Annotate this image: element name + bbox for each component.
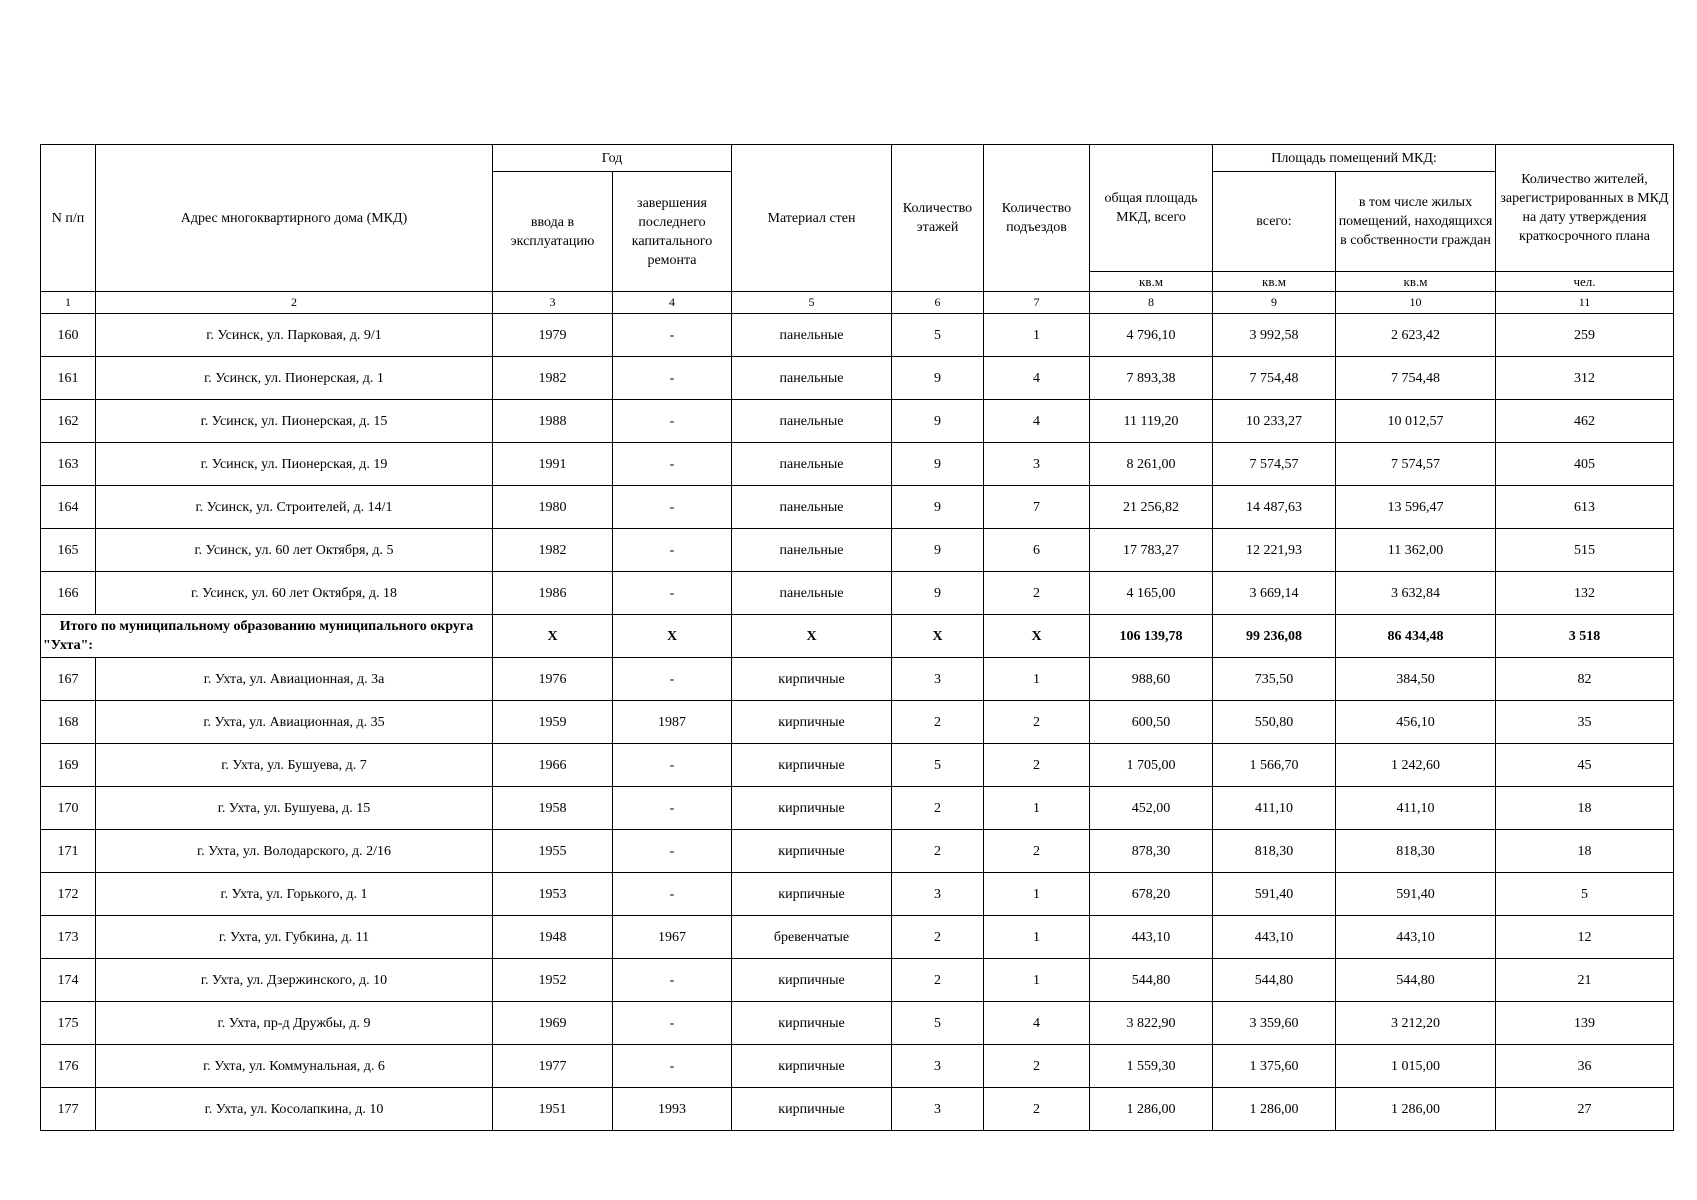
table-cell: 139	[1496, 1002, 1674, 1045]
table-cell: 174	[41, 959, 96, 1002]
table-cell: 18	[1496, 787, 1674, 830]
table-cell: -	[613, 658, 732, 701]
table-cell: кирпичные	[732, 830, 892, 873]
table-row	[41, 830, 1674, 873]
header-year-repair: завершения последнего капитального ремонта	[613, 172, 732, 292]
address-cell: г. Ухта, ул. Бушуева, д. 7	[96, 744, 493, 787]
table-cell: 21	[1496, 959, 1674, 1002]
column-number: 7	[984, 292, 1090, 314]
table-cell: 1953	[493, 873, 613, 916]
table-cell: -	[613, 314, 732, 357]
address-cell: г. Ухта, пр-д Дружбы, д. 9	[96, 1002, 493, 1045]
table-cell: 515	[1496, 529, 1674, 572]
table-cell: 1	[984, 916, 1090, 959]
table-cell: 176	[41, 1045, 96, 1088]
table-cell: панельные	[732, 314, 892, 357]
header-residents: Количество жителей, зарегистрированных в МКД на дату утверждения краткосрочного плана	[1496, 145, 1674, 272]
total-cell: X	[613, 615, 732, 658]
table-cell: 1980	[493, 486, 613, 529]
table-cell: -	[613, 357, 732, 400]
table-body-bottom	[41, 658, 1674, 1131]
table-cell: 168	[41, 701, 96, 744]
table-cell: 1	[984, 873, 1090, 916]
address-cell: г. Усинск, ул. Пионерская, д. 1	[96, 357, 493, 400]
table-cell: 1991	[493, 443, 613, 486]
table-cell: 878,30	[1090, 830, 1213, 873]
table-cell: 3 359,60	[1213, 1002, 1336, 1045]
table-cell: 2	[984, 701, 1090, 744]
table-cell: 1	[984, 959, 1090, 1002]
table-cell: 6	[984, 529, 1090, 572]
table-cell: 5	[892, 1002, 984, 1045]
unit-area-all: кв.м	[1213, 272, 1336, 292]
table-cell: 259	[1496, 314, 1674, 357]
column-number-row	[41, 292, 1674, 314]
table-cell: 600,50	[1090, 701, 1213, 744]
table-cell: -	[613, 400, 732, 443]
unit-total-area: кв.м	[1090, 272, 1213, 292]
table-cell: 4	[984, 400, 1090, 443]
total-label: Итого по муниципальному образованию муниципального округа "Ухта":	[41, 615, 493, 658]
table-cell: -	[613, 873, 732, 916]
address-cell: г. Ухта, ул. Авиационная, д. 3а	[96, 658, 493, 701]
table-cell: 544,80	[1213, 959, 1336, 1002]
table-row	[41, 1088, 1674, 1131]
table-cell: 18	[1496, 830, 1674, 873]
table-cell: 10 233,27	[1213, 400, 1336, 443]
table-cell: 13 596,47	[1336, 486, 1496, 529]
table-cell: кирпичные	[732, 1002, 892, 1045]
table-cell: 4 796,10	[1090, 314, 1213, 357]
table-cell: 1993	[613, 1088, 732, 1131]
table-cell: 1951	[493, 1088, 613, 1131]
table-cell: 1 705,00	[1090, 744, 1213, 787]
total-cell: 86 434,48	[1336, 615, 1496, 658]
table-cell: 544,80	[1336, 959, 1496, 1002]
address-cell: г. Ухта, ул. Бушуева, д. 15	[96, 787, 493, 830]
table-cell: -	[613, 830, 732, 873]
table-row	[41, 873, 1674, 916]
table-cell: 171	[41, 830, 96, 873]
table-cell: 14 487,63	[1213, 486, 1336, 529]
table-row	[41, 1002, 1674, 1045]
table-cell: 2 623,42	[1336, 314, 1496, 357]
table-cell: 11 362,00	[1336, 529, 1496, 572]
table-cell: 4	[984, 357, 1090, 400]
table-row	[41, 443, 1674, 486]
table-cell: 165	[41, 529, 96, 572]
table-cell: кирпичные	[732, 1088, 892, 1131]
table-cell: -	[613, 1002, 732, 1045]
header-total-area: общая площадь МКД, всего	[1090, 145, 1213, 272]
table-cell: 678,20	[1090, 873, 1213, 916]
table-cell: 7 893,38	[1090, 357, 1213, 400]
table-cell: 2	[984, 572, 1090, 615]
table-cell: 1 566,70	[1213, 744, 1336, 787]
table-cell: панельные	[732, 443, 892, 486]
table-cell: 1 242,60	[1336, 744, 1496, 787]
table-total	[41, 615, 1674, 658]
table-cell: 735,50	[1213, 658, 1336, 701]
table-cell: 12 221,93	[1213, 529, 1336, 572]
table-cell: 1 286,00	[1090, 1088, 1213, 1131]
table-cell: 1948	[493, 916, 613, 959]
table-cell: 1977	[493, 1045, 613, 1088]
table-cell: 443,10	[1336, 916, 1496, 959]
total-row	[41, 615, 1674, 658]
table-cell: 17 783,27	[1090, 529, 1213, 572]
column-number: 3	[493, 292, 613, 314]
table-cell: 8 261,00	[1090, 443, 1213, 486]
total-cell: X	[493, 615, 613, 658]
table-cell: 2	[984, 1045, 1090, 1088]
table-cell: 443,10	[1213, 916, 1336, 959]
total-cell: X	[892, 615, 984, 658]
table-cell: 544,80	[1090, 959, 1213, 1002]
header-floors: Количество этажей	[892, 145, 984, 292]
table-row	[41, 787, 1674, 830]
table-cell: 162	[41, 400, 96, 443]
table-row	[41, 572, 1674, 615]
table-cell: 161	[41, 357, 96, 400]
table-cell: кирпичные	[732, 701, 892, 744]
address-cell: г. Ухта, ул. Дзержинского, д. 10	[96, 959, 493, 1002]
table-cell: 3 212,20	[1336, 1002, 1496, 1045]
column-number: 4	[613, 292, 732, 314]
table-cell: 591,40	[1336, 873, 1496, 916]
table-row	[41, 744, 1674, 787]
table-cell: 163	[41, 443, 96, 486]
table-cell: -	[613, 787, 732, 830]
address-cell: г. Усинск, ул. 60 лет Октября, д. 5	[96, 529, 493, 572]
table-cell: -	[613, 1045, 732, 1088]
table-cell: 1	[984, 787, 1090, 830]
header-year-group: Год	[493, 145, 732, 172]
table-cell: панельные	[732, 529, 892, 572]
table-cell: кирпичные	[732, 1045, 892, 1088]
table-cell: 166	[41, 572, 96, 615]
table-cell: 2	[892, 959, 984, 1002]
address-cell: г. Усинск, ул. Строителей, д. 14/1	[96, 486, 493, 529]
table-cell: 818,30	[1213, 830, 1336, 873]
header-area-owned: в том числе жилых помещений, находящихся в собственности граждан	[1336, 172, 1496, 272]
table-cell: 1982	[493, 357, 613, 400]
table-cell: 132	[1496, 572, 1674, 615]
table-cell: панельные	[732, 572, 892, 615]
column-number: 10	[1336, 292, 1496, 314]
table-cell: 1966	[493, 744, 613, 787]
table-cell: панельные	[732, 400, 892, 443]
header-num: N п/п	[41, 145, 96, 292]
table-cell: кирпичные	[732, 959, 892, 1002]
table-cell: 3	[892, 1045, 984, 1088]
table-cell: 1955	[493, 830, 613, 873]
table-cell: 2	[892, 787, 984, 830]
table-cell: 818,30	[1336, 830, 1496, 873]
table-cell: 9	[892, 572, 984, 615]
table-cell: 1959	[493, 701, 613, 744]
table-cell: панельные	[732, 357, 892, 400]
table-cell: 7 574,57	[1213, 443, 1336, 486]
address-cell: г. Ухта, ул. Авиационная, д. 35	[96, 701, 493, 744]
table-cell: 160	[41, 314, 96, 357]
column-number: 8	[1090, 292, 1213, 314]
header-entrances: Количество подъездов	[984, 145, 1090, 292]
table-cell: 173	[41, 916, 96, 959]
table-cell: -	[613, 443, 732, 486]
header-address: Адрес многоквартирного дома (МКД)	[96, 145, 493, 292]
table-cell: 1976	[493, 658, 613, 701]
address-cell: г. Ухта, ул. Володарского, д. 2/16	[96, 830, 493, 873]
table-cell: 177	[41, 1088, 96, 1131]
table-cell: 7	[984, 486, 1090, 529]
table-cell: 9	[892, 357, 984, 400]
table-cell: 591,40	[1213, 873, 1336, 916]
table-cell: 1988	[493, 400, 613, 443]
table-cell: 21 256,82	[1090, 486, 1213, 529]
table-cell: 1 559,30	[1090, 1045, 1213, 1088]
table-cell: 1986	[493, 572, 613, 615]
header-wall-material: Материал стен	[732, 145, 892, 292]
table-cell: 11 119,20	[1090, 400, 1213, 443]
table-cell: 443,10	[1090, 916, 1213, 959]
table-cell: 4 165,00	[1090, 572, 1213, 615]
table-cell: 2	[892, 916, 984, 959]
table-cell: 1969	[493, 1002, 613, 1045]
address-cell: г. Ухта, ул. Горького, д. 1	[96, 873, 493, 916]
table-cell: кирпичные	[732, 658, 892, 701]
total-cell: 3 518	[1496, 615, 1674, 658]
table-cell: 9	[892, 400, 984, 443]
table-cell: 5	[892, 314, 984, 357]
total-cell: 99 236,08	[1213, 615, 1336, 658]
table-cell: 7 754,48	[1336, 357, 1496, 400]
column-number: 6	[892, 292, 984, 314]
table-cell: 1979	[493, 314, 613, 357]
address-cell: г. Усинск, ул. Парковая, д. 9/1	[96, 314, 493, 357]
table-cell: 2	[892, 830, 984, 873]
table-cell: 3	[892, 873, 984, 916]
table-cell: 384,50	[1336, 658, 1496, 701]
table-cell: 45	[1496, 744, 1674, 787]
table-cell: 12	[1496, 916, 1674, 959]
table-body-top	[41, 314, 1674, 615]
table-cell: 1	[984, 314, 1090, 357]
table-cell: 312	[1496, 357, 1674, 400]
document-page	[40, 144, 1673, 1131]
table-cell: 170	[41, 787, 96, 830]
table-cell: 2	[892, 701, 984, 744]
table-cell: 1 286,00	[1336, 1088, 1496, 1131]
table-cell: 35	[1496, 701, 1674, 744]
table-cell: 3 822,90	[1090, 1002, 1213, 1045]
table-cell: 9	[892, 486, 984, 529]
table-cell: 1967	[613, 916, 732, 959]
table-cell: 82	[1496, 658, 1674, 701]
table-cell: 1987	[613, 701, 732, 744]
table-cell: 1 286,00	[1213, 1088, 1336, 1131]
address-cell: г. Усинск, ул. Пионерская, д. 15	[96, 400, 493, 443]
address-cell: г. Ухта, ул. Губкина, д. 11	[96, 916, 493, 959]
table-cell: 1952	[493, 959, 613, 1002]
table-cell: 10 012,57	[1336, 400, 1496, 443]
table-cell: 36	[1496, 1045, 1674, 1088]
table-row	[41, 658, 1674, 701]
table-row	[41, 959, 1674, 1002]
address-cell: г. Ухта, ул. Косолапкина, д. 10	[96, 1088, 493, 1131]
table-row	[41, 486, 1674, 529]
table-cell: 7 574,57	[1336, 443, 1496, 486]
table-cell: 3 669,14	[1213, 572, 1336, 615]
table-cell: 3	[984, 443, 1090, 486]
header-area-all: всего:	[1213, 172, 1336, 272]
table-cell: 9	[892, 443, 984, 486]
address-cell: г. Усинск, ул. 60 лет Октября, д. 18	[96, 572, 493, 615]
table-cell: 1 375,60	[1213, 1045, 1336, 1088]
table-cell: 1982	[493, 529, 613, 572]
column-number: 11	[1496, 292, 1674, 314]
table-cell: 175	[41, 1002, 96, 1045]
table-cell: 405	[1496, 443, 1674, 486]
table-cell: 550,80	[1213, 701, 1336, 744]
table-cell: 5	[892, 744, 984, 787]
table-cell: -	[613, 744, 732, 787]
table-cell: 1958	[493, 787, 613, 830]
table-cell: 1	[984, 658, 1090, 701]
table-header	[41, 145, 1674, 314]
table-cell: -	[613, 572, 732, 615]
table-cell: 2	[984, 1088, 1090, 1131]
unit-area-owned: кв.м	[1336, 272, 1496, 292]
table-cell: 613	[1496, 486, 1674, 529]
table-cell: кирпичные	[732, 744, 892, 787]
table-cell: кирпичные	[732, 873, 892, 916]
total-cell: X	[984, 615, 1090, 658]
table-cell: 9	[892, 529, 984, 572]
table-cell: -	[613, 959, 732, 1002]
table-cell: 4	[984, 1002, 1090, 1045]
table-cell: 27	[1496, 1088, 1674, 1131]
table-cell: 3	[892, 1088, 984, 1131]
column-number: 5	[732, 292, 892, 314]
table-row	[41, 357, 1674, 400]
table-row	[41, 916, 1674, 959]
table-row	[41, 1045, 1674, 1088]
unit-residents: чел.	[1496, 272, 1674, 292]
table-cell: 988,60	[1090, 658, 1213, 701]
table-cell: 2	[984, 830, 1090, 873]
table-cell: 5	[1496, 873, 1674, 916]
table-cell: бревенчатые	[732, 916, 892, 959]
total-cell: 106 139,78	[1090, 615, 1213, 658]
header-year-commission: ввода в эксплуатацию	[493, 172, 613, 292]
table-cell: 3 992,58	[1213, 314, 1336, 357]
table-cell: 452,00	[1090, 787, 1213, 830]
table-cell: 167	[41, 658, 96, 701]
table-cell: 172	[41, 873, 96, 916]
table-cell: 164	[41, 486, 96, 529]
table-cell: -	[613, 529, 732, 572]
table-cell: 411,10	[1336, 787, 1496, 830]
table-cell: 1 015,00	[1336, 1045, 1496, 1088]
address-cell: г. Ухта, ул. Коммунальная, д. 6	[96, 1045, 493, 1088]
table-row	[41, 529, 1674, 572]
table-cell: 2	[984, 744, 1090, 787]
table-cell: 456,10	[1336, 701, 1496, 744]
table-row	[41, 314, 1674, 357]
table-cell: 411,10	[1213, 787, 1336, 830]
table-row	[41, 701, 1674, 744]
total-cell: X	[732, 615, 892, 658]
table-cell: 3 632,84	[1336, 572, 1496, 615]
table-cell: кирпичные	[732, 787, 892, 830]
address-cell: г. Усинск, ул. Пионерская, д. 19	[96, 443, 493, 486]
column-number: 1	[41, 292, 96, 314]
header-area-group: Площадь помещений МКД:	[1213, 145, 1496, 172]
table-cell: 169	[41, 744, 96, 787]
table-cell: 462	[1496, 400, 1674, 443]
table-row	[41, 400, 1674, 443]
table-cell: 7 754,48	[1213, 357, 1336, 400]
mkd-table	[40, 144, 1674, 1131]
column-number: 9	[1213, 292, 1336, 314]
column-number: 2	[96, 292, 493, 314]
table-cell: 3	[892, 658, 984, 701]
table-cell: панельные	[732, 486, 892, 529]
table-cell: -	[613, 486, 732, 529]
